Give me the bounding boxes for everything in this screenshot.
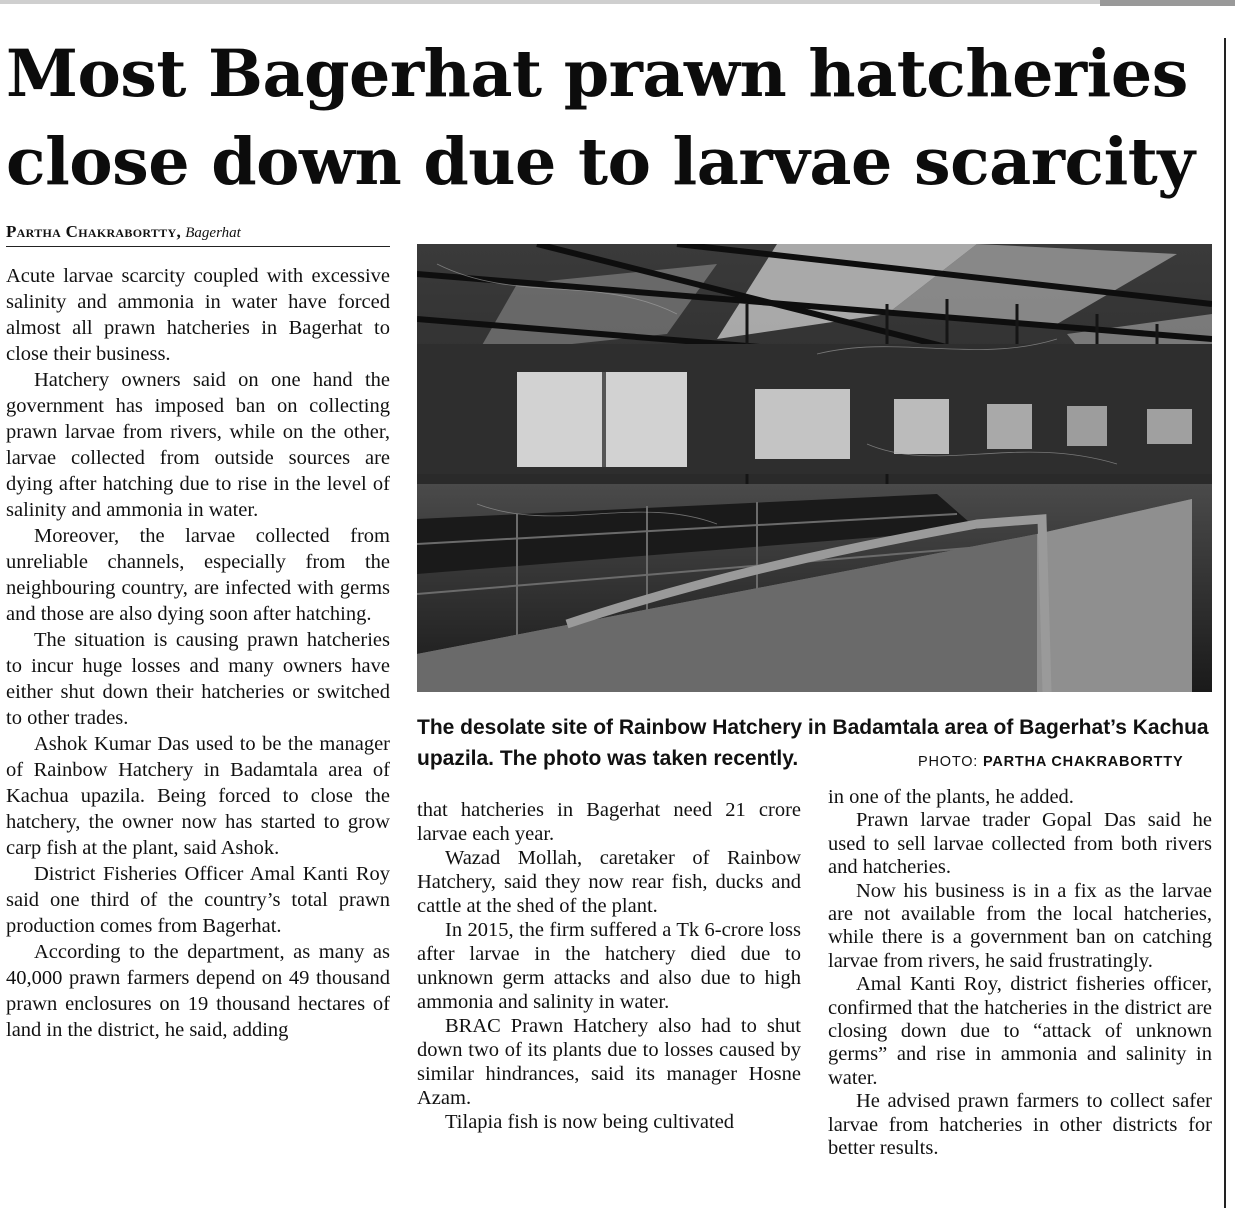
photo-credit [918, 754, 1183, 770]
byline-author: Partha Chakrabortty, [6, 222, 181, 241]
headline [6, 30, 1221, 206]
column-border-rule [1224, 38, 1226, 1208]
paragraph: Ashok Kumar Das used to be the manager of Rainbow Hatchery in Badamtala area of Kachua upazila. Being forced to close the hatchery, the owner now has started to grow carp fish at the plant, said Ashok. [6, 733, 390, 859]
article-column-1 [6, 263, 390, 1043]
paragraph: According to the department, as many as 40,000 prawn farmers depend on 49 thousand prawn enclosures on 19 thousand hectares of land in the district, he said, adding [6, 941, 390, 1041]
photo-credit-name: PARTHA CHAKRABORTTY [982, 754, 1184, 770]
paragraph: Moreover, the larvae collected from unreliable channels, especially from the neighbouring country, are infected with germs and those are also dying soon after hatching. [6, 525, 390, 625]
paragraph: Hatchery owners said on one hand the government has imposed ban on collecting prawn larvae from rivers, while on the other, larvae collected from outside sources are dying after hatching due to rise in the level of salinity and ammonia in water. [6, 369, 390, 521]
paragraph: The situation is causing prawn hatcheries to incur huge losses and many owners have either shut down their hatcheries or switched to other trades. [6, 629, 390, 729]
byline [6, 222, 241, 242]
article-column-3 [828, 786, 1212, 1161]
paragraph: in one of the plants, he added. [828, 786, 1074, 808]
photo-credit-label: PHOTO: [918, 754, 979, 770]
article-column-2 [417, 798, 801, 1134]
headline-line-1: Most Bagerhat prawn hatcheries [6, 36, 1188, 112]
paragraph: In 2015, the firm suffered a Tk 6-crore loss after larvae in the hatchery died due to unknown germ attacks and also due to high ammonia and salinity in water. [417, 919, 801, 1013]
paragraph: Amal Kanti Roy, district fisheries officer, confirmed that the hatcheries in the district are closing down due to “attack of unknown germs” and rise in ammonia and salinity in water. [828, 973, 1212, 1089]
paragraph: He advised prawn farmers to collect safer larvae from hatcheries in other districts for better results. [828, 1090, 1212, 1160]
top-border-rule [0, 0, 1235, 4]
paragraph: Prawn larvae trader Gopal Das said he used to sell larvae collected from both rivers and hatcheries. [828, 809, 1212, 879]
photo-caption: The desolate site of Rainbow Hatchery in Badamtala area of Bagerhat’s Kachua upazila. The photo was taken recently. [417, 716, 1209, 770]
paragraph: Tilapia fish is now being cultivated [445, 1111, 735, 1133]
paragraph: District Fisheries Officer Amal Kanti Roy said one third of the country’s total prawn production comes from Bagerhat. [6, 863, 390, 937]
byline-place: Bagerhat [185, 225, 241, 241]
paragraph: BRAC Prawn Hatchery also had to shut down two of its plants due to losses caused by similar hindrances, said its manager Hosne Azam. [417, 1015, 801, 1109]
paragraph: Acute larvae scarcity coupled with excessive salinity and ammonia in water have forced almost all prawn hatcheries in Bagerhat to close their business. [6, 265, 390, 365]
byline-rule [6, 246, 390, 247]
headline-line-2: close down due to larvae scarcity [6, 124, 1195, 200]
paragraph: that hatcheries in Bagerhat need 21 crore larvae each year. [417, 799, 801, 845]
paragraph: Wazad Mollah, caretaker of Rainbow Hatchery, said they now rear fish, ducks and cattle at the shed of the plant. [417, 847, 801, 917]
top-border-accent [1100, 0, 1235, 6]
hatchery-photo [417, 244, 1212, 692]
paragraph: Now his business is in a fix as the larvae are not available from the local hatcheries, while there is a government ban on catching larvae from rivers, he said frustratingly. [828, 879, 1212, 972]
